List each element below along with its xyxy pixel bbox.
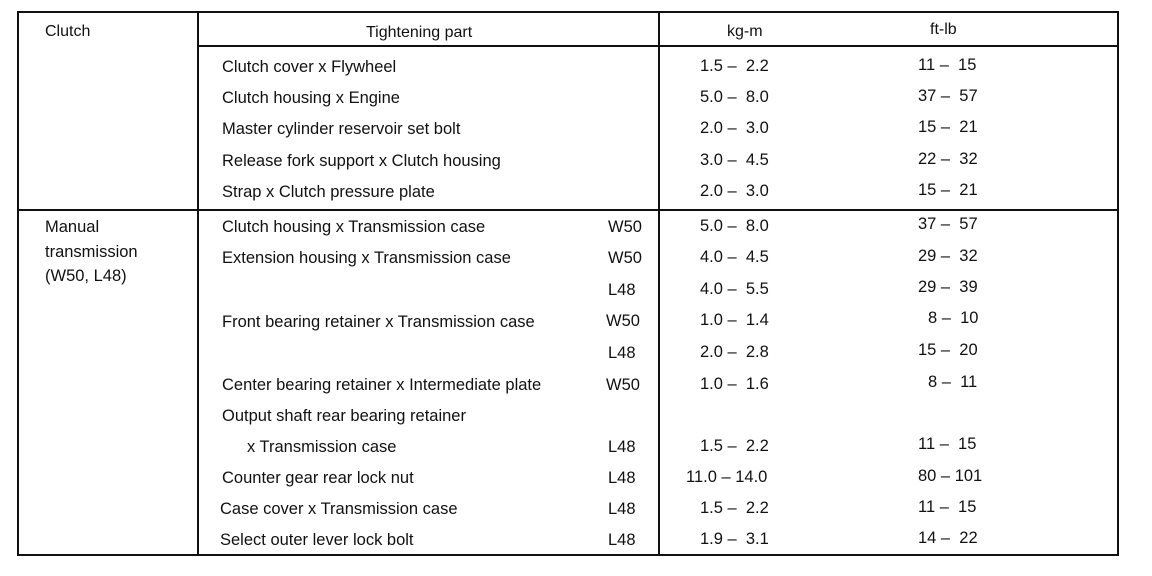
ftlb-cell: 8 – 10 <box>928 309 979 327</box>
part-cell: Select outer lever lock bolt <box>220 531 414 549</box>
divider-part <box>658 11 660 556</box>
part-cell: Output shaft rear bearing retainer <box>222 407 466 425</box>
ftlb-cell: 8 – 11 <box>928 373 978 391</box>
header-ftlb: ft-lb <box>930 21 957 38</box>
ftlb-cell: 11 – 15 <box>918 498 977 516</box>
ftlb-cell: 29 – 39 <box>918 278 978 296</box>
model-cell: W50 <box>608 218 642 236</box>
model-cell: L48 <box>608 344 636 362</box>
model-cell: W50 <box>608 249 642 267</box>
part-cell: Release fork support x Clutch housing <box>222 152 501 170</box>
model-cell: W50 <box>606 376 640 394</box>
transmission-label-line3: (W50, L48) <box>45 267 127 285</box>
ftlb-cell: 15 – 21 <box>918 181 978 199</box>
model-cell: L48 <box>608 531 636 549</box>
header-tightening-part: Tightening part <box>366 24 473 41</box>
kgm-cell: 1.5 – 2.2 <box>700 437 769 455</box>
part-cell: Center bearing retainer x Intermediate plate <box>222 376 542 394</box>
transmission-label-line2: transmission <box>45 243 138 261</box>
part-cell: Counter gear rear lock nut <box>222 469 414 487</box>
ftlb-cell: 11 – 15 <box>918 435 977 453</box>
kgm-cell: 1.5 – 2.2 <box>700 57 769 75</box>
ftlb-cell: 29 – 32 <box>918 247 978 265</box>
model-cell: W50 <box>606 312 640 330</box>
ftlb-cell: 37 – 57 <box>918 215 978 233</box>
kgm-cell: 1.5 – 2.2 <box>700 499 769 517</box>
divider-category <box>197 11 199 556</box>
kgm-cell: 2.0 – 2.8 <box>700 343 769 361</box>
part-cell: x Transmission case <box>247 438 397 456</box>
part-cell: Front bearing retainer x Transmission case <box>222 313 535 331</box>
divider-section <box>17 209 1119 211</box>
ftlb-cell: 37 – 57 <box>918 87 978 105</box>
kgm-cell: 1.9 – 3.1 <box>700 530 769 548</box>
ftlb-cell: 22 – 32 <box>918 150 978 168</box>
ftlb-cell: 15 – 21 <box>918 118 978 136</box>
model-cell: L48 <box>608 500 636 518</box>
kgm-cell: 2.0 – 3.0 <box>700 182 769 200</box>
kgm-cell: 1.0 – 1.6 <box>700 375 769 393</box>
part-cell: Clutch housing x Engine <box>222 89 400 107</box>
kgm-cell: 4.0 – 5.5 <box>700 280 769 298</box>
model-cell: L48 <box>608 438 636 456</box>
kgm-cell: 5.0 – 8.0 <box>700 88 769 106</box>
part-cell: Master cylinder reservoir set bolt <box>222 120 461 138</box>
part-cell: Clutch cover x Flywheel <box>222 58 397 76</box>
ftlb-cell: 80 – 101 <box>918 467 983 485</box>
ftlb-cell: 14 – 22 <box>918 529 978 547</box>
header-category: Clutch <box>45 23 91 40</box>
ftlb-cell: 11 – 15 <box>918 56 977 74</box>
kgm-cell: 1.0 – 1.4 <box>700 311 769 329</box>
part-cell: Strap x Clutch pressure plate <box>222 183 435 201</box>
divider-header <box>197 45 1119 47</box>
header-kgm: kg-m <box>727 23 763 40</box>
kgm-cell: 2.0 – 3.0 <box>700 119 769 137</box>
transmission-label-line1: Manual <box>45 218 100 236</box>
part-cell: Case cover x Transmission case <box>220 500 458 518</box>
kgm-cell: 3.0 – 4.5 <box>700 151 769 169</box>
kgm-cell: 4.0 – 4.5 <box>700 248 769 266</box>
model-cell: L48 <box>608 469 636 487</box>
kgm-cell: 11.0 – 14.0 <box>686 468 768 486</box>
model-cell: L48 <box>608 281 636 299</box>
kgm-cell: 5.0 – 8.0 <box>700 217 769 235</box>
ftlb-cell: 15 – 20 <box>918 341 978 359</box>
part-cell: Clutch housing x Transmission case <box>222 218 486 236</box>
part-cell: Extension housing x Transmission case <box>222 249 511 267</box>
